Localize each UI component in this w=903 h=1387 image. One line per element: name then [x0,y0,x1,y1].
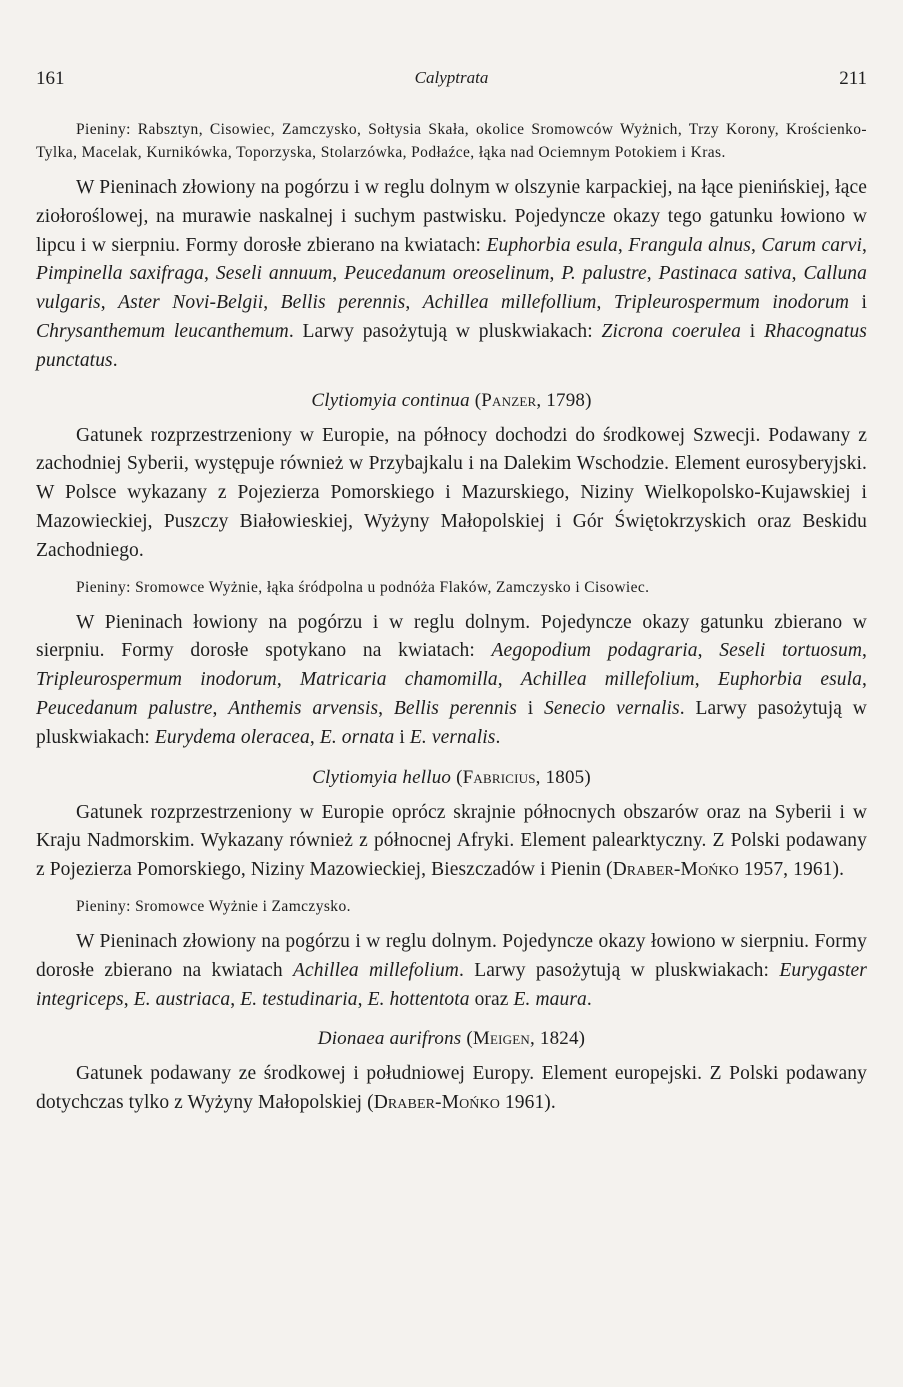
locality-list: Pieniny: Sromowce Wyżnie, łąka śródpolna u podnóża Flaków, Zamczysko i Cisowiec. [76,578,650,596]
paragraph: W Pieninach złowiony na pogórzu i w reglu dolnym w olszynie karpackiej, na łące pienińskiej, łące ziołoroślowej, na murawie naskalnej i suchym pastwisku. Pojedyncze okazy tego gatunku łowiono w lipcu i w sierpniu. Formy dorosłe zbierano na kwiatach: Euphorbia esula, Frangula alnus, Carum carvi, Pimpinella saxifraga, Seseli annuum, Peucedanum oreoselinum, P. palustre, Pastinaca sativa, Calluna vulgaris, Aster Novi-Belgii, Bellis perennis, Achillea millefollium, Tripleurospermum inodorum i Chrysanthemum leucanthemum. Larwy pasożytują w pluskwiakach: Zicrona coerulea i Rhacognatus punctatus. [36,177,867,371]
page-number-right: 211 [839,68,867,89]
species-heading: Clytiomyia helluo (Fabricius, 1805) [312,766,591,788]
page-number-left: 161 [36,68,65,89]
page-header [36,68,867,94]
paragraph: Gatunek podawany ze środkowej i południowej Europy. Element europejski. Z Polski podawany dotychczas tylko z Wyżyny Małopolskiej (Draber-Mońko 1961). [36,1063,867,1114]
locality-list: Pieniny: Sromowce Wyżnie i Zamczysko. [76,897,351,915]
species-heading: Clytiomyia continua (Panzer, 1798) [311,389,592,411]
page-content [36,118,867,1128]
paragraph: Gatunek rozprzestrzeniony w Europie oprócz skrajnie północnych obszarów oraz na Syberii i w Kraju Nadmorskim. Wykazany również z północnej Afryki. Element palearktyczny. Z Polski podawany z Pojezierza Pomorskiego, Niziny Mazowieckiej, Bieszczadów i Pienin (Draber-Mońko 1957, 1961). [36,801,867,881]
locality-list: Pieniny: Rabsztyn, Cisowiec, Zamczysko, Sołtysia Skała, okolice Sromowców Wyżnich, Trzy Korony, Krościenko-Tylka, Macelak, Kurnikówka, Toporzyska, Stolarzówka, Podłaźce, łąka nad Ociemnym Potokiem i Kras. [36,121,867,161]
species-heading: Dionaea aurifrons (Meigen, 1824) [317,1028,586,1050]
paragraph: W Pieninach łowiony na pogórzu i w reglu dolnym. Pojedyncze okazy gatunku zbierano w sierpniu. Formy dorosłe spotykano na kwiatach: Aegopodium podagraria, Seseli tortuosum, Tripleurospermum inodorum, Matricaria chamomilla, Achillea millefolium, Euphorbia esula, Peucedanum palustre, Anthemis arvensis, Bellis perennis i Senecio vernalis. Larwy pasożytują w pluskwiakach: Eurydema oleracea, E. ornata i E. vernalis. [36,611,867,748]
running-title: Calyptrata [414,68,489,87]
paragraph: W Pieninach złowiony na pogórzu i w reglu dolnym. Pojedyncze okazy łowiono w sierpniu. Formy dorosłe zbierano na kwiatach Achillea millefolium. Larwy pasożytują w pluskwiakach: Eurygaster integriceps, E. austriaca, E. testudinaria, E. hottentota oraz E. maura. [36,930,867,1010]
paragraph: Gatunek rozprzestrzeniony w Europie, na północy dochodzi do środkowej Szwecji. Podawany z zachodniej Syberii, występuje również w Przybajkalu i na Dalekim Wschodzie. Element eurosyberyjski. W Polsce wykazany z Pojezierza Pomorskiego i Mazurskiego, Niziny Wielkopolsko-Kujawskiej i Mazowieckiej, Puszczy Białowieskiej, Wyżyny Małopolskiej i Gór Świętokrzyskich oraz Beskidu Zachodniego. [36,424,867,561]
